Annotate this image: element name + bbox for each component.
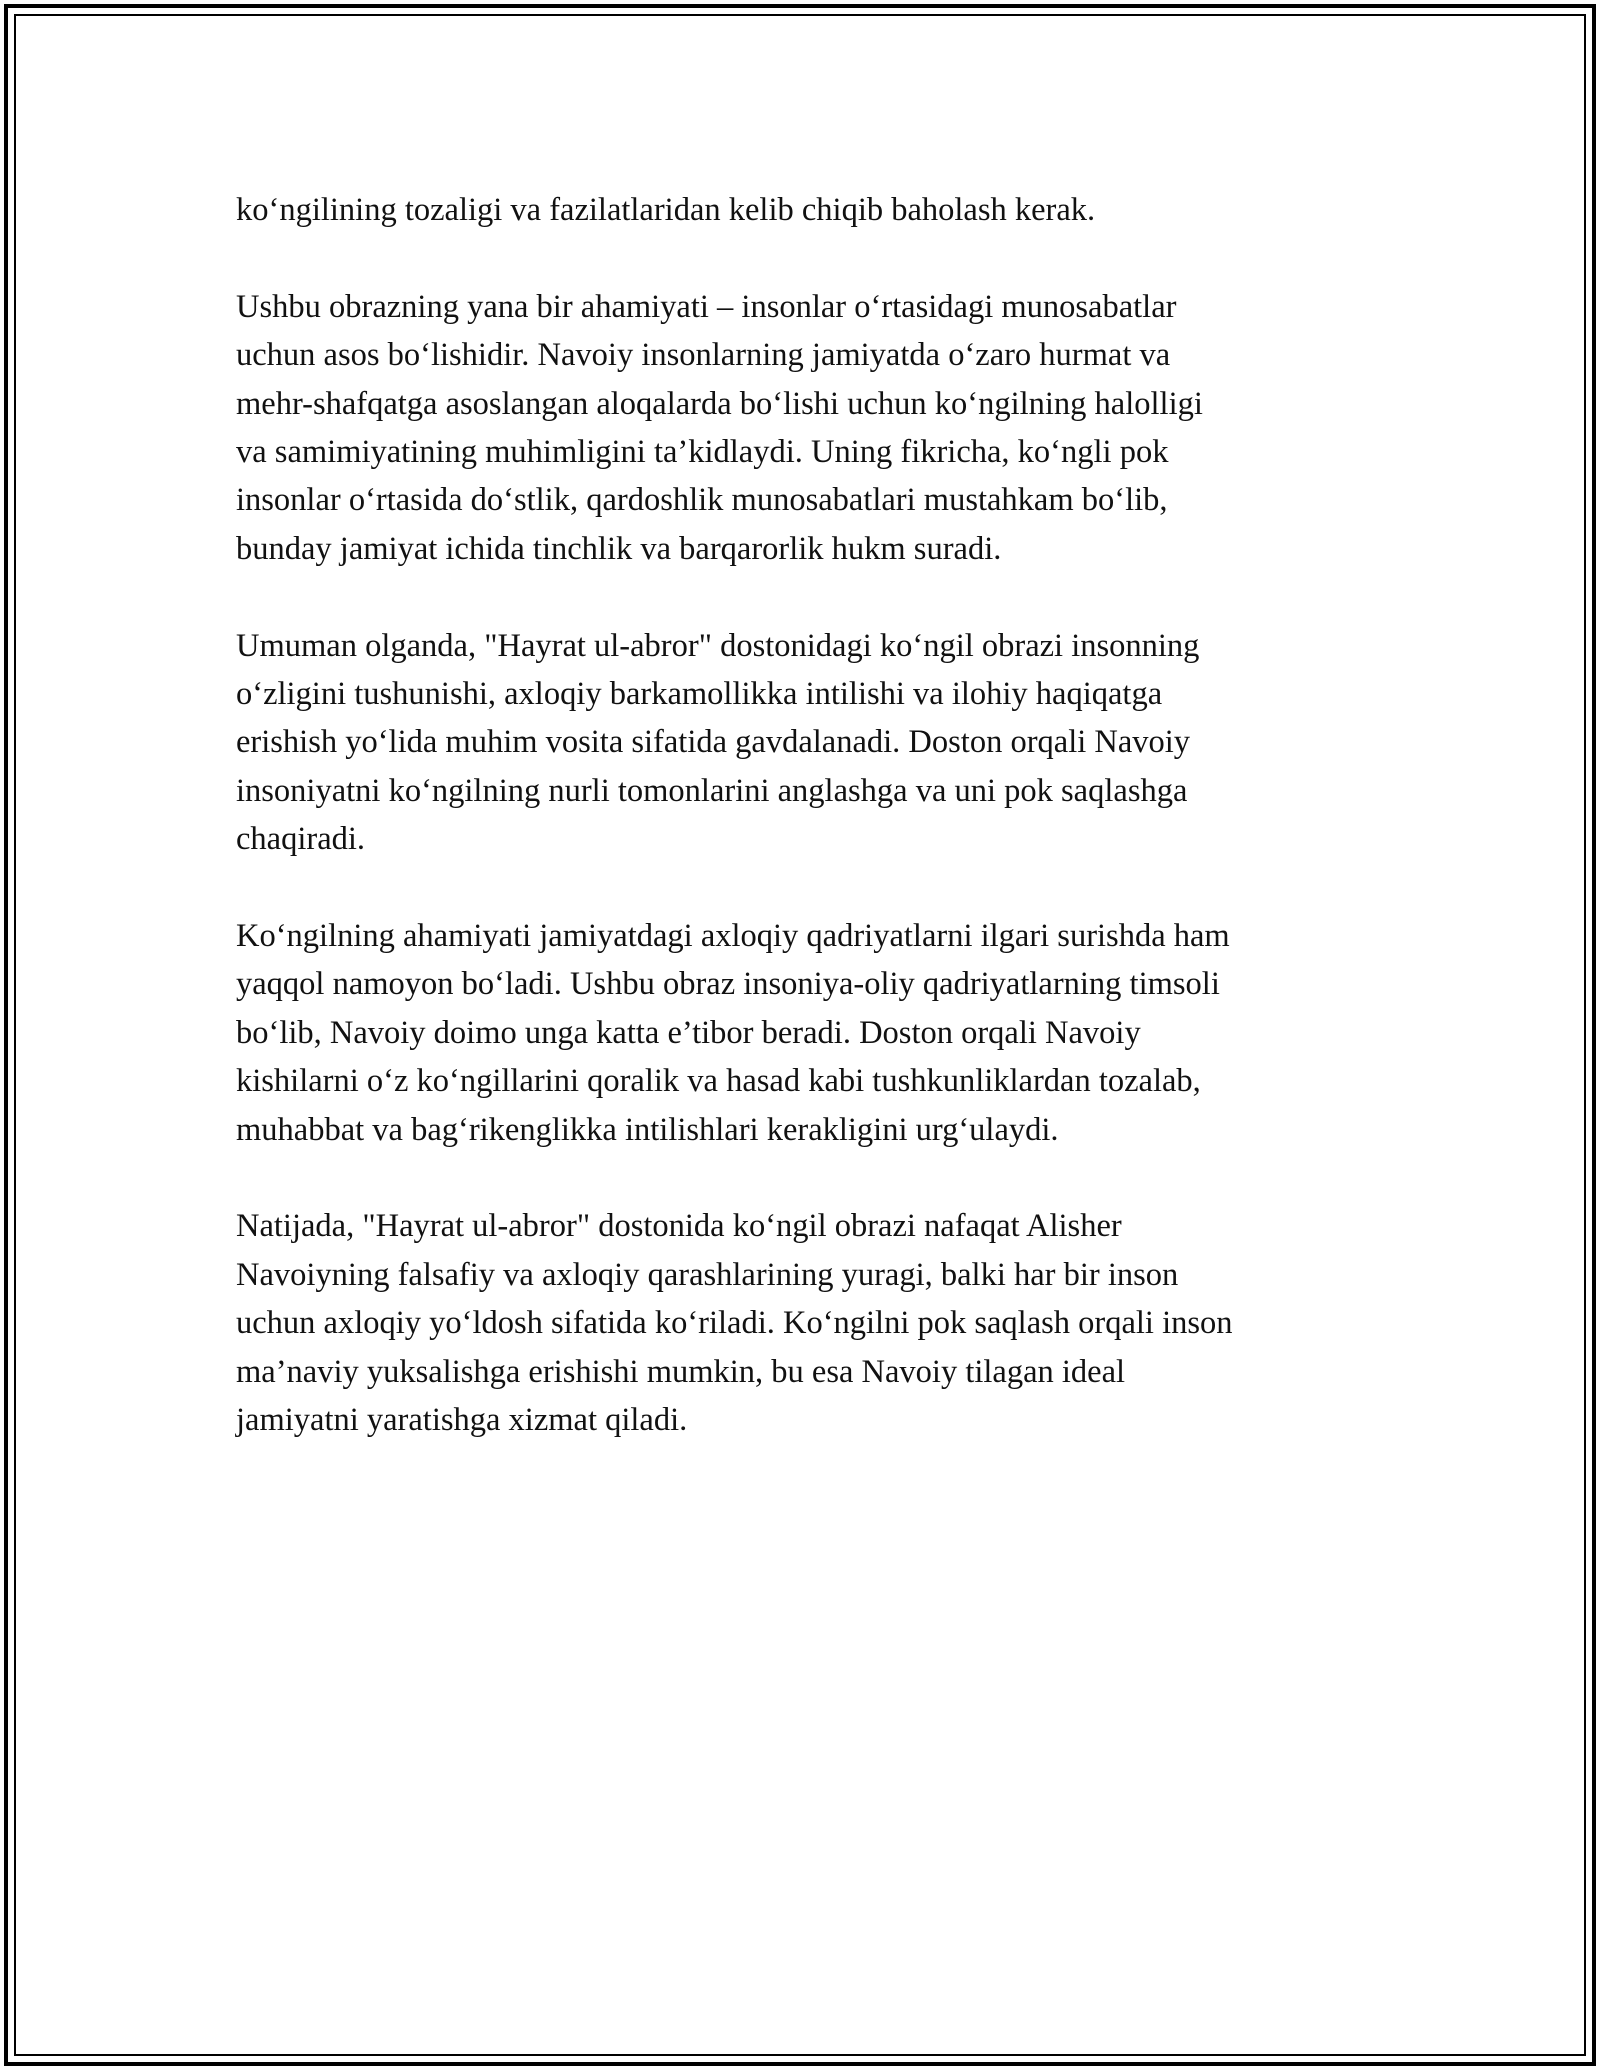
paragraph-4: Ko‘ngilning ahamiyati jamiyatdagi axloqiy qadriyatlarni ilgari surishda ham yaqqol namoyon bo‘ladi. Ushbu obraz insoniya-oliy qadriyatlarning timsoli bo‘lib, Navoiy doimo unga katta e’tibor beradi. Doston orqali Navoiy kishilarni o‘z ko‘ngillarini qoralik va hasad kabi tushkunliklardan tozalab, muhabbat va bag‘rikenglikka intilishlari kerakligini urg‘ulaydi. — [236, 918, 1230, 1148]
paragraph-1: ko‘ngilining tozaligi va fazilatlaridan kelib chiqib baholash kerak. — [236, 192, 1096, 228]
paragraph-3: Umuman olganda, "Hayrat ul-abror" dostonidagi ko‘ngil obrazi insonning o‘zligini tushunishi, axloqiy barkamollikka intilishi va ilohiy haqiqatga erishish yo‘lida muhim vosita sifatida gavdalanadi. Doston orqali Navoiy insoniyatni ko‘ngilning nurli tomonlarini anglashga va uni pok saqlashga chaqiradi. — [236, 627, 1200, 858]
paragraph-5: Natijada, "Hayrat ul-abror" dostonida ko‘ngil obrazi nafaqat Alisher Navoiyning falsafiy va axloqiy qarashlarining yuragi, balki har bir inson uchun axloqiy yo‘ldosh sifatida ko‘riladi. Ko‘ngilni pok saqlash orqali inson ma’naviy yuksalishga erishishi mumkin, bu esa Navoiy tilagan ideal jamiyatni yaratishga xizmat qiladi. — [236, 1208, 1233, 1439]
paragraph-2: Ushbu obrazning yana bir ahamiyati – insonlar o‘rtasidagi munosabatlar uchun asos bo‘lishidir. Navoiy insonlarning jamiyatda o‘zaro hurmat va mehr-shafqatga asoslangan aloqalarda bo‘lishi uchun ko‘ngilning halolligi va samimiyatining muhimligini ta’kidlaydi. Uning fikricha, ko‘ngli pok insonlar o‘rtasida do‘stlik, qardoshlik munosabatlari mustahkam bo‘lib, bunday jamiyat ichida tinchlik va barqarorlik hukm suradi. — [236, 288, 1203, 567]
document-body — [236, 186, 1366, 1493]
